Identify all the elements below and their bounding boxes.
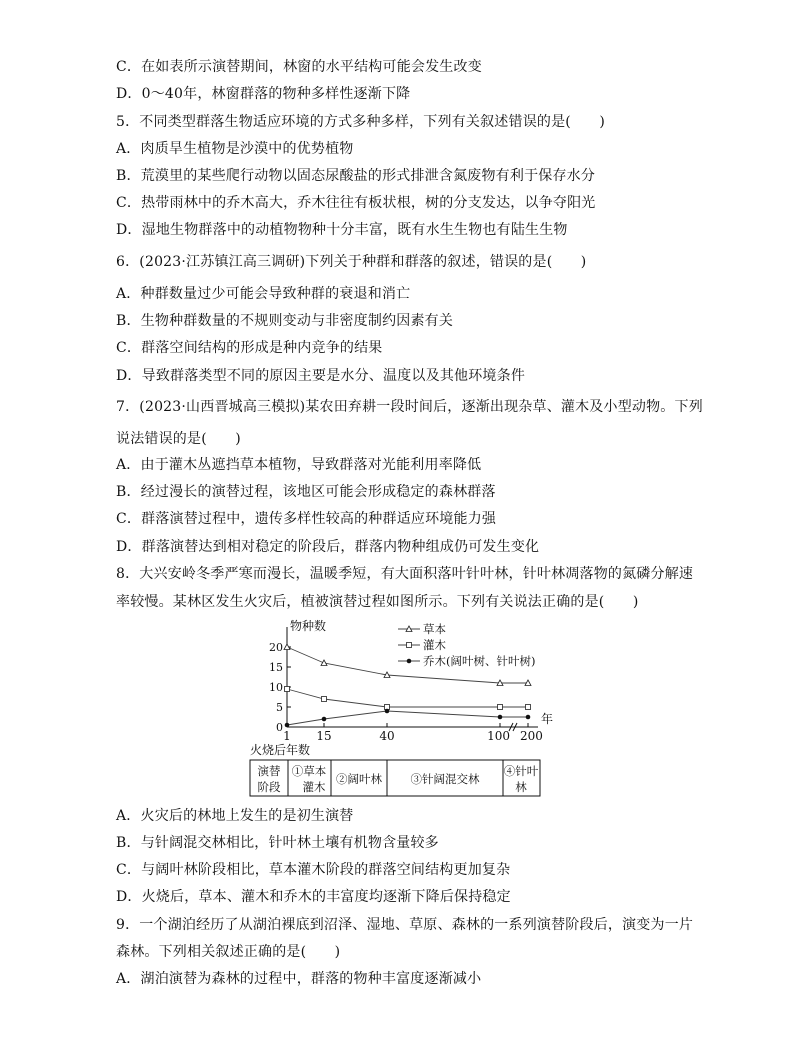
question-9-line2: 森林。下列相关叙述正确的是( ) xyxy=(116,944,341,960)
option-9a: A．湖泊演替为森林的过程中，群落的物种丰富度逐渐减小 xyxy=(116,971,482,987)
table-header: 阶段 xyxy=(257,780,281,794)
succession-chart xyxy=(240,615,570,800)
stage-label: 林 xyxy=(515,780,527,794)
question-6: 6．(2023·江苏镇江高三调研)下列关于种群和群落的叙述，错误的是( ) xyxy=(116,254,587,270)
option-6a: A．种群数量过少可能会导致种群的衰退和消亡 xyxy=(116,286,411,302)
option-7d: D．群落演替达到相对稳定的阶段后，群落内物种组成仍可发生变化 xyxy=(116,539,540,555)
data-point xyxy=(322,717,327,722)
option-7b: B．经过漫长的演替过程，该地区可能会形成稳定的森林群落 xyxy=(116,484,496,500)
option-6b: B．生物种群数量的不规则变动与非密度制约因素有关 xyxy=(116,313,454,329)
option-8b: B．与针阔混交林相比，针叶林土壤有机物含量较多 xyxy=(116,835,439,851)
data-point xyxy=(526,715,531,720)
option-5d: D．湿地生物群落中的动植物物种十分丰富，既有水生生物也有陆生生物 xyxy=(116,222,568,238)
y-tick-label: 15 xyxy=(269,661,283,674)
option-5c: C．热带雨林中的乔木高大，乔木往往有板状根，树的分支发达，以争夺阳光 xyxy=(116,195,596,211)
question-7-line1: 7．(2023·山西晋城高三模拟)某农田弃耕一段时间后，逐渐出现杂草、灌木及小型动物。下列 xyxy=(116,399,703,415)
question-8-line1: 8．大兴安岭冬季严寒而漫长，温暖季短，有大面积落叶针叶林，针叶林凋落物的氮磷分解速 xyxy=(116,566,694,582)
legend-marker xyxy=(407,643,412,648)
data-point xyxy=(498,715,503,720)
x-axis-unit: 年 xyxy=(541,712,554,726)
option-8c: C．与阔叶林阶段相比，草本灌木阶段的群落空间结构更加复杂 xyxy=(116,862,511,878)
data-point xyxy=(322,697,327,702)
y-tick-label: 5 xyxy=(276,701,283,714)
x-tick-label: 1 xyxy=(283,729,291,743)
y-tick-label: 10 xyxy=(269,681,283,694)
chart-legend xyxy=(398,622,535,668)
option-8a: A．火灾后的林地上发生的是初生演替 xyxy=(116,808,354,824)
option-7c: C．群落演替过程中，遗传多样性较高的种群适应环境能力强 xyxy=(116,511,497,527)
option-4d: D．0～40年，林窗群落的物种多样性逐渐下降 xyxy=(116,86,411,102)
option-5a: A．肉质旱生植物是沙漠中的优势植物 xyxy=(116,141,354,157)
legend-label: 灌木 xyxy=(423,638,446,652)
table-header: 演替 xyxy=(257,764,281,778)
option-8d: D．火烧后，草本、灌木和乔木的丰富度均逐渐下降后保持稳定 xyxy=(116,889,511,905)
stage-label: ①草本 xyxy=(291,764,327,778)
data-point xyxy=(498,705,503,710)
option-7a: A．由于灌木丛遮挡草本植物，导致群落对光能利用率降低 xyxy=(116,457,482,473)
x-tick-label: 100 xyxy=(487,729,510,743)
option-6c: C．群落空间结构的形成是种内竞争的结果 xyxy=(116,340,383,356)
data-point xyxy=(285,687,290,692)
stage-label: ④针叶 xyxy=(503,764,539,778)
stage-label: ②阔叶林 xyxy=(336,772,382,786)
question-9-line1: 9．一个湖泊经历了从湖泊裸底到沼泽、湿地、草原、森林的一系列演替阶段后，演变为一片 xyxy=(116,917,694,933)
option-5b: B．荒漠里的某些爬行动物以固态尿酸盐的形式排泄含氮废物有利于保存水分 xyxy=(116,168,596,184)
y-axis-label: 物种数 xyxy=(290,619,327,633)
option-6d: D．导致群落类型不同的原因主要是水分、温度以及其他环境条件 xyxy=(116,368,526,384)
chart-axes xyxy=(250,618,553,757)
data-point xyxy=(526,705,531,710)
question-8-line2: 率较慢。某林区发生火灾后，植被演替过程如图所示。下列有关说法正确的是( ) xyxy=(116,594,639,610)
y-tick-label: 0 xyxy=(276,721,283,734)
x-axis-label: 火烧后年数 xyxy=(250,743,311,757)
question-5: 5．不同类型群落生物适应环境的方式多种多样，下列有关叙述错误的是( ) xyxy=(116,114,606,130)
stage-label: 灌木 xyxy=(302,780,326,794)
stage-table xyxy=(250,760,540,796)
legend-label: 乔木(阔叶树、针叶树) xyxy=(423,654,536,668)
x-tick-label: 200 xyxy=(520,729,543,743)
legend-marker xyxy=(407,659,412,664)
data-point xyxy=(285,723,290,728)
x-tick-label: 15 xyxy=(316,729,332,743)
data-point xyxy=(385,709,390,714)
data-point xyxy=(321,660,327,666)
stage-label: ③针阔混交林 xyxy=(410,772,480,786)
option-4c: C．在如表所示演替期间，林窗的水平结构可能会发生改变 xyxy=(116,59,482,75)
legend-label: 草本 xyxy=(423,622,446,636)
x-tick-label: 40 xyxy=(379,729,395,743)
y-tick-label: 20 xyxy=(269,641,283,654)
question-7-line2: 说法错误的是( ) xyxy=(116,431,241,447)
